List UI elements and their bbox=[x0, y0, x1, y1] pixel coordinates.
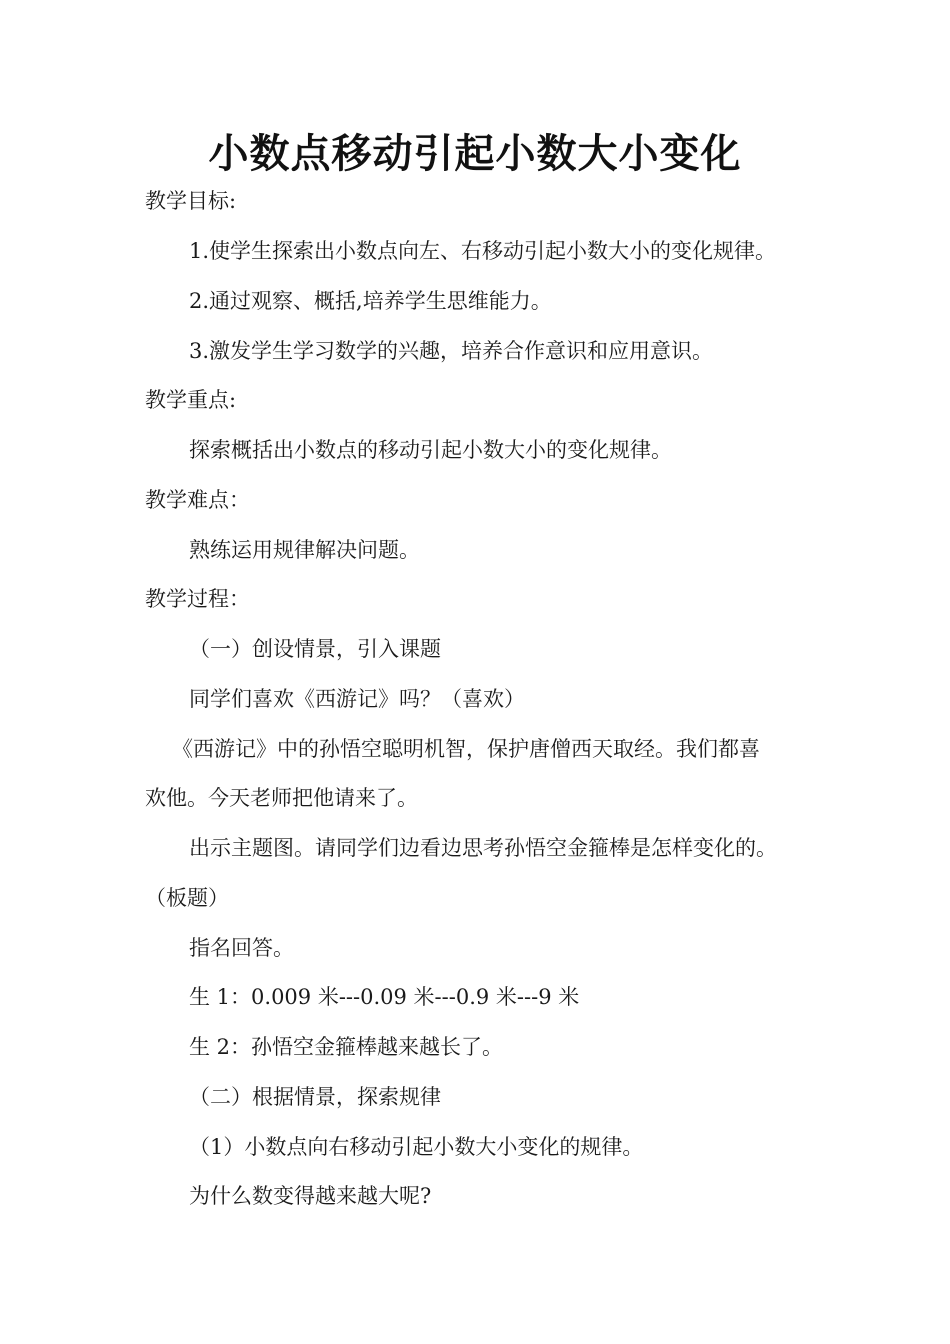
objective-item-1: 1.使学生探索出小数点向左、右移动引起小数大小的变化规律。 bbox=[189, 239, 777, 263]
process-section-1: （一）创设情景，引入课题 bbox=[189, 637, 441, 661]
objective-item-3: 3.激发学生学习数学的兴趣，培养合作意识和应用意识。 bbox=[189, 339, 714, 363]
key-points-text: 探索概括出小数点的移动引起小数大小的变化规律。 bbox=[189, 438, 672, 462]
paragraph-why-question: 为什么数变得越来越大呢? bbox=[189, 1184, 432, 1208]
student-answer-2: 生 2：孙悟空金箍棒越来越长了。 bbox=[189, 1035, 504, 1059]
heading-process: 教学过程： bbox=[145, 587, 250, 611]
paragraph-story-line-2: 欢他。今天老师把他请来了。 bbox=[145, 786, 418, 810]
paragraph-show-image-1: 出示主题图。请同学们边看边思考孙悟空金箍棒是怎样变化的。 bbox=[189, 836, 777, 860]
heading-objectives: 教学目标: bbox=[145, 189, 237, 213]
document-title: 小数点移动引起小数大小变化 bbox=[208, 131, 742, 177]
process-section-2: （二）根据情景，探索规律 bbox=[189, 1085, 441, 1109]
paragraph-call-answer: 指名回答。 bbox=[189, 936, 294, 960]
objective-item-2: 2.通过观察、概括,培养学生思维能力。 bbox=[189, 289, 552, 313]
heading-difficulties: 教学难点： bbox=[145, 488, 250, 512]
student-answer-1: 生 1：0.009 米---0.09 米---0.9 米---9 米 bbox=[189, 985, 580, 1009]
heading-key-points: 教学重点: bbox=[145, 388, 237, 412]
paragraph-question: 同学们喜欢《西游记》吗？（喜欢） bbox=[189, 687, 525, 711]
subsection-1: （1）小数点向右移动引起小数大小变化的规律。 bbox=[189, 1135, 644, 1159]
paragraph-story-line-1: 《西游记》中的孙悟空聪明机智，保护唐僧西天取经。我们都喜 bbox=[172, 737, 760, 761]
paragraph-show-image-2: （板题） bbox=[145, 886, 229, 910]
difficulties-text: 熟练运用规律解决问题。 bbox=[189, 538, 420, 562]
